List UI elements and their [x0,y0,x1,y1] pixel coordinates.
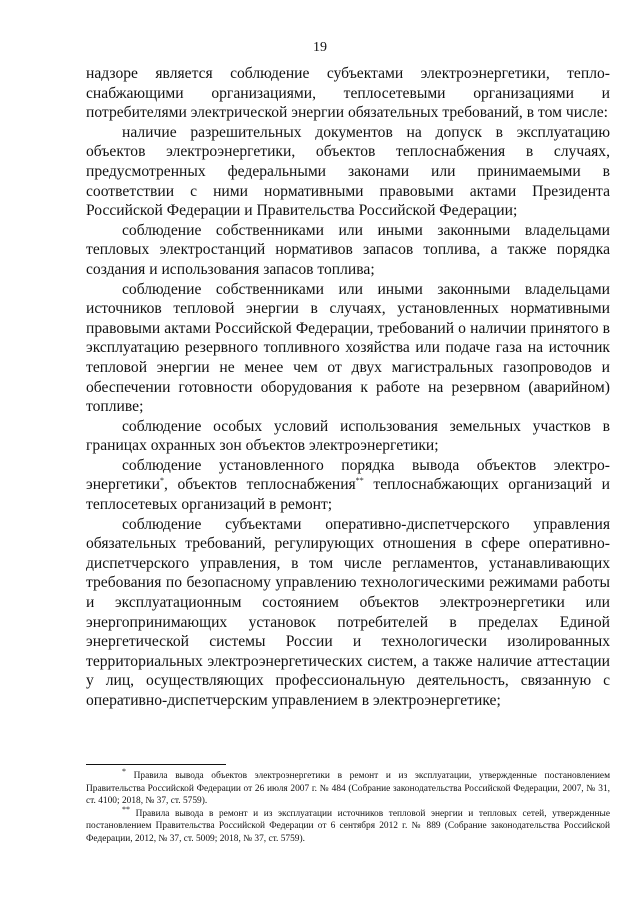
withdrawal-text-2: , объектов теплоснабжения [163,476,356,494]
footnote-2 [86,804,610,846]
paragraph-intro: надзоре является соблюдение субъектами электроэнергетики, теплоснабжающими организациями, теплосетевыми организациями и потребителями электрической энергии обязательных требований, в том числе: [86,65,610,122]
footnote-ref-2: ** [355,476,364,486]
paragraph-withdrawal [86,456,610,515]
footnote-text-2: Правила вывода в ремонт и из эксплуатации источников тепловой энергии и тепловых сетей, утвержденные постановлением Правительства Российской Федерации от 6 сентября 2012 г. № 889 (Собрание законодательства Российской Федерации, 2012, № 37, ст. 5009; 2018, № 37, ст. 5759). [86,808,610,844]
footnote-text-1: Правила вывода объектов электроэнергетики в ремонт и из эксплуатации, утвержденные постановлением Правительства Российской Федерации от 26 июля 2007 г. № 484 (Собрание законодательства Российской Федерации, 2007, № 31, ст. 4100; 2018, № 37, ст. 5759). [86,771,610,807]
paragraph-fuel-reserves: соблюдение собственниками или иными законными владельцами тепловых электростанций нормативов запасов топлива, а также порядка создания и использования запасов топлива; [86,221,610,278]
footnote-mark-1: * [122,766,126,776]
footnote-mark-2: ** [122,804,130,814]
paragraph-reserve-fuel: соблюдение собственниками или иными законными владельцами источников тепловой энергии в случаях, установленных нормативными правовыми актами Российской Федерации, требований о наличии принятого в эксплуатацию резервного топливного хозяйства или подаче газа на источник тепловой энергии не менее чем от двух магистральных газопроводов и обеспечении готовности оборудования к работе на резервном (аварийном) топливе; [86,280,610,416]
paragraph-permits: наличие разрешительных документов на допуск в эксплуатацию объектов электроэнергетики, объектов теплоснабжения в случаях, предусмотренных федеральными законами или принимаемыми в соответствии с ними нормативными правовыми актами Президента Российской Федерации и Правительства Российской Федерации; [86,123,610,220]
footnote-divider [86,764,226,765]
withdrawal-text-3: теплоснабжающих организаций и теплосетевых организаций в ремонт; [86,476,610,514]
paragraph-protection-zones: соблюдение особых условий использования земельных участков в границах охранных зон объектов электроэнергетики; [86,417,610,455]
body-text [86,64,610,711]
withdrawal-text-1: соблюдение установленного порядка вывода объектов электроэнергетики [86,456,610,494]
paragraph-dispatch: соблюдение субъектами оперативно-диспетчерского управления обязательных требований, регулирующих отношения в сфере оперативно-диспетчерского управления, в том числе регламентов, устанавливающих требования по безопасному управлению технологическими режимами работы и эксплуатационным состоянием объектов электроэнергетики или энергопринимающих установок потребителей в пределах Единой энергетической системы России и технологически изолированных территориальных электроэнергетических систем, а также наличие аттестации у лиц, осуществляющих профессиональную деятельность, связанную с оперативно-диспетчерским управлением в электроэнергетике; [86,515,610,709]
footnote-1 [86,766,610,808]
footnote-ref-1: * [159,476,164,486]
footnotes [86,766,610,846]
page-number: 19 [313,40,327,55]
